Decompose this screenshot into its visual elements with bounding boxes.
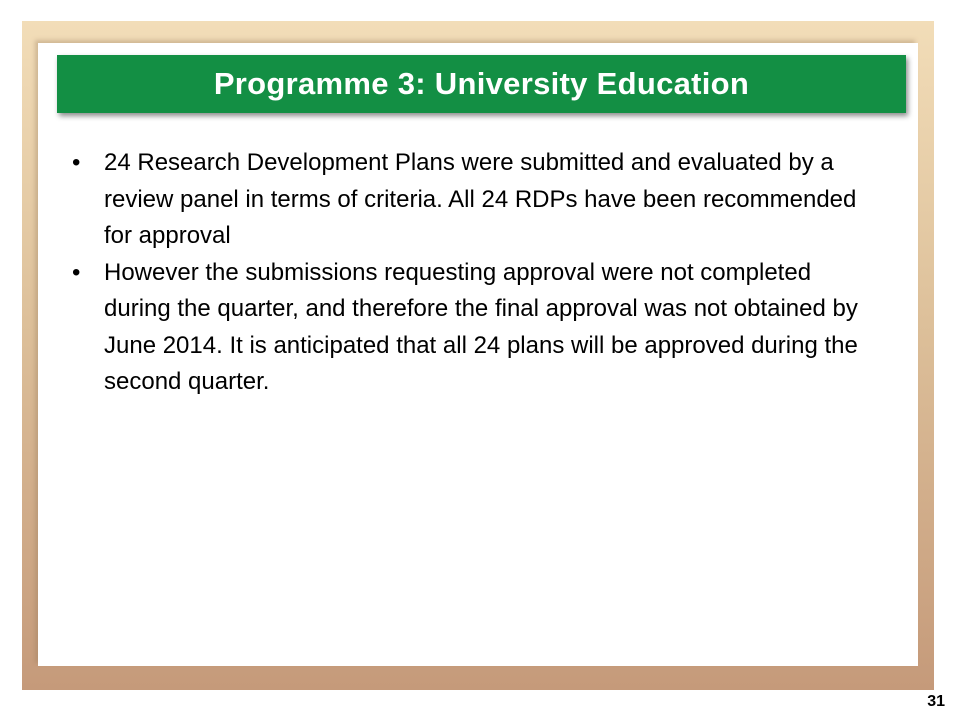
bullet-icon: • (72, 149, 81, 176)
bullet-text: 24 Research Development Plans were submitted and evaluated by a review panel in terms of criteria. All 24 RDPs have been recommended for approval (104, 149, 857, 249)
bullet-list (70, 145, 870, 401)
page-number: 31 (927, 693, 945, 710)
slide-title: Programme 3: University Education (213, 66, 750, 101)
bullet-icon: • (72, 258, 81, 286)
bullet-item (70, 255, 870, 401)
title-bar (57, 55, 906, 113)
bullet-item (70, 145, 870, 255)
bullet-text: However the submissions requesting approval were not completed during the quarter, and therefore the final approval was not obtained by June 2014. It is anticipated that all 24 plans will be approved during the second quarter. (104, 258, 858, 395)
